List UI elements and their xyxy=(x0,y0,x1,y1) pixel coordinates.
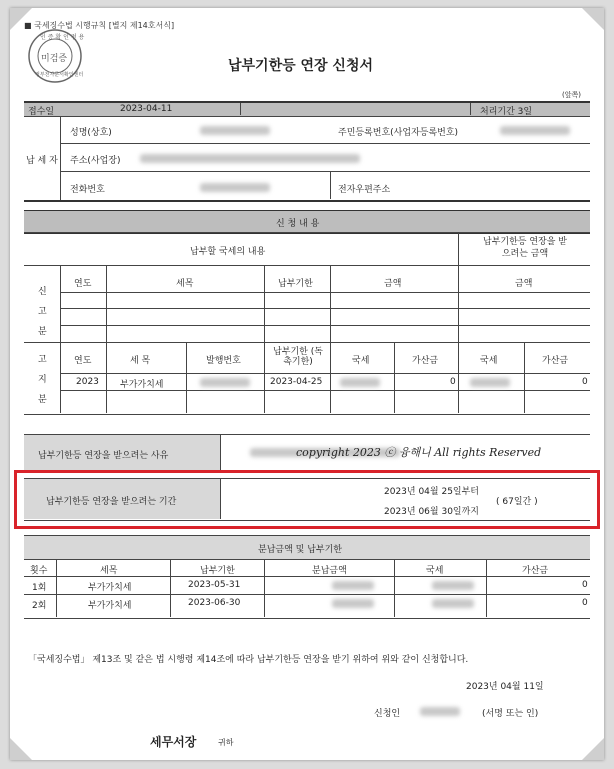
page-note: (앞쪽) xyxy=(562,91,581,99)
inst-col-surcharge: 가산금 xyxy=(522,566,549,576)
inst-row2-tax-redacted xyxy=(432,599,474,608)
report-col-ext-amount: 금액 xyxy=(515,279,533,289)
notice-col-ext-surcharge: 가산금 xyxy=(542,356,569,366)
address-label: 주소(사업장) xyxy=(70,156,121,166)
sign-label: (서명 또는 인) xyxy=(482,709,539,719)
notice-col-national-tax: 국세 xyxy=(352,356,370,366)
notice-col-surcharge: 가산금 xyxy=(412,356,439,366)
period-days: ( 67일간 ) xyxy=(496,497,538,507)
notice-col-issue-no: 발행번호 xyxy=(206,356,241,366)
application-date: 2023년 04월 11일 xyxy=(466,682,544,692)
inst-col-count: 횟수 xyxy=(30,566,48,576)
period-label: 납부기한등 연장을 받으려는 기간 xyxy=(46,497,177,507)
report-col-due: 납부기한 xyxy=(278,279,313,289)
email-label: 전자우편주소 xyxy=(338,185,391,195)
national-tax-redacted xyxy=(340,378,380,387)
honorific: 귀하 xyxy=(218,738,234,747)
report-col-amount: 금액 xyxy=(384,279,402,289)
issue-no-redacted xyxy=(200,378,250,387)
inst-row2-amount-redacted xyxy=(332,599,374,608)
recipient: 세무서장 xyxy=(150,735,197,749)
applicant-redacted xyxy=(420,707,460,716)
stamp-ring-top: 인 증 확 인 전 용 xyxy=(40,34,85,41)
inst-row2-tax-type: 부가가치세 xyxy=(88,601,132,611)
inst-col-national-tax: 국세 xyxy=(426,566,444,576)
inst-row1-count: 1회 xyxy=(32,583,47,593)
receipt-label: 접수일 xyxy=(28,107,55,117)
inst-col-amount: 분납금액 xyxy=(312,566,347,576)
page-curl-bottom-right xyxy=(582,738,604,760)
address-redacted xyxy=(140,154,360,163)
inst-row2-surcharge: 0 xyxy=(582,598,588,608)
extension-amount-label: 납부기한등 연장을 받으려는 금액 xyxy=(483,237,567,259)
taxpayer-section-label: 납 세 자 xyxy=(26,156,58,166)
inst-row2-due: 2023-06-30 xyxy=(188,598,241,608)
installments-section-title: 분납금액 및 납부기한 xyxy=(258,545,342,555)
statement: 「국세징수법」 제13조 및 같은 법 시행령 제14조에 따라 납부기한등 연장을 받기 위하여 위와 같이 신청합니다. xyxy=(28,655,469,665)
application-section-title: 신 청 내 용 xyxy=(276,219,320,229)
inst-row1-tax-type: 부가가치세 xyxy=(88,583,132,593)
notice-col-due: 납부기한 (독촉기한) xyxy=(273,347,323,367)
id-redacted xyxy=(500,126,570,135)
inst-row1-surcharge: 0 xyxy=(582,580,588,590)
id-label: 주민등록번호(사업자등록번호) xyxy=(338,128,459,138)
report-col-tax-type: 세목 xyxy=(176,279,194,289)
copyright-watermark: copyright 2023 ⓒ 융해니 All rights Reserved xyxy=(296,446,542,459)
verification-stamp xyxy=(27,28,83,84)
stamp-ring-bottom: 정부전자문서확인센터 xyxy=(35,72,84,78)
period-to: 2023년 06월 30일까지 xyxy=(384,507,480,517)
inst-row1-tax-redacted xyxy=(432,581,474,590)
notice-tax-type: 부가가치세 xyxy=(120,380,164,390)
notice-ext-surcharge: 0 xyxy=(582,377,588,387)
notice-col-year: 연도 xyxy=(74,356,92,366)
tax-content-label: 납부할 국세의 내용 xyxy=(190,247,266,257)
phone-redacted xyxy=(200,183,270,192)
notice-year: 2023 xyxy=(76,377,99,387)
inst-row2-count: 2회 xyxy=(32,601,47,611)
ext-national-tax-redacted xyxy=(470,378,510,387)
highlight-box xyxy=(14,470,600,529)
name-redacted xyxy=(200,126,270,135)
regulation-reference: ■ 국세징수법 시행규칙 [별지 제14호서식] xyxy=(24,21,175,30)
document-title: 납부기한등 연장 신청서 xyxy=(228,58,373,74)
inst-row1-due: 2023-05-31 xyxy=(188,580,241,590)
inst-row1-amount-redacted xyxy=(332,581,374,590)
inst-col-tax-type: 세목 xyxy=(100,566,118,576)
notice-col-ext-national-tax: 국세 xyxy=(480,356,498,366)
reason-label: 납부기한등 연장을 받으려는 사유 xyxy=(38,451,169,461)
notice-section-label: 고지분 xyxy=(38,355,47,405)
report-section-label: 신고분 xyxy=(38,287,47,337)
notice-surcharge: 0 xyxy=(450,377,456,387)
receipt-date: 2023-04-11 xyxy=(120,104,173,114)
period-from: 2023년 04월 25일부터 xyxy=(384,487,480,497)
page-curl-top-right xyxy=(582,8,604,30)
processing-period: 처리기간 3일 xyxy=(480,107,533,117)
notice-due: 2023-04-25 xyxy=(270,377,323,387)
name-label: 성명(상호) xyxy=(70,128,112,138)
stamp-text: 미검증 xyxy=(41,54,68,64)
page-curl-bottom-left xyxy=(10,738,32,760)
applicant-label: 신청인 xyxy=(374,709,401,719)
phone-label: 전화번호 xyxy=(70,185,105,195)
inst-col-due: 납부기한 xyxy=(200,566,235,576)
report-col-year: 연도 xyxy=(74,279,92,289)
notice-col-tax-type: 세 목 xyxy=(130,356,151,366)
